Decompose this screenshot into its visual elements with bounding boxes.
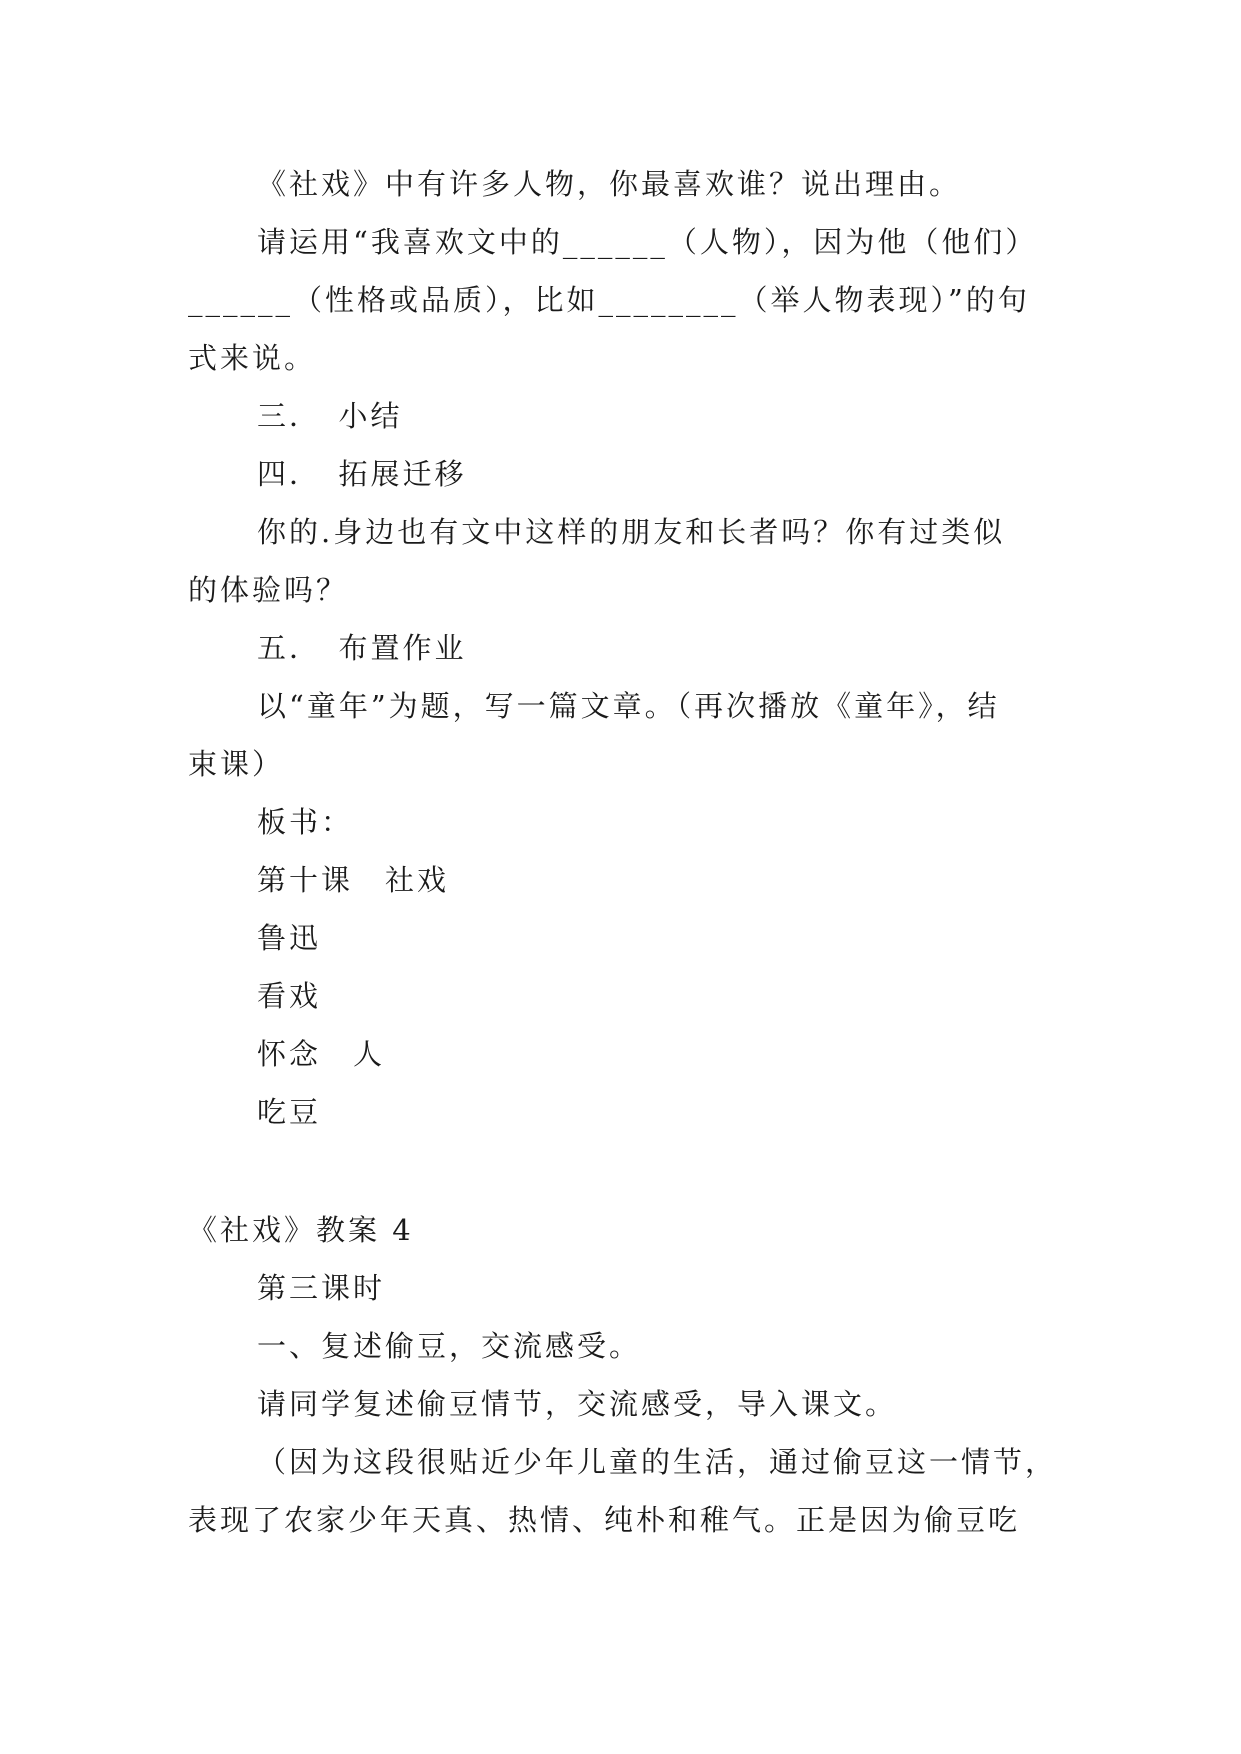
document-title: 《社戏》教案 4	[188, 1213, 414, 1247]
section-heading: 第三课时	[257, 1271, 386, 1305]
blackboard-line: 看戏	[257, 979, 322, 1013]
section-heading: 四． 拓展迁移	[257, 457, 467, 491]
text-line: ______（性格或品质），比如________（举人物表现）”的句	[188, 283, 1030, 317]
text-line: 的体验吗？	[188, 573, 349, 607]
text-line: （因为这段很贴近少年儿童的生活，通过偷豆这一情节，	[257, 1445, 1058, 1479]
section-heading: 一、复述偷豆，交流感受。	[257, 1329, 642, 1363]
text-line: 表现了农家少年天真、热情、纯朴和稚气。正是因为偷豆吃	[188, 1503, 1021, 1537]
section-heading: 三． 小结	[257, 399, 403, 433]
text-line: 束课）	[188, 747, 285, 781]
blackboard-line: 怀念 人	[257, 1037, 386, 1071]
text-line: 请运用“我喜欢文中的______（人物），因为他（他们）	[257, 225, 1038, 259]
text-line: 你的.身边也有文中这样的朋友和长者吗？你有过类似	[257, 515, 1006, 549]
blackboard-line: 吃豆	[257, 1095, 322, 1129]
text-line: 以“童年”为题，写一篇文章。（再次播放《童年》，结	[257, 689, 1000, 723]
text-line: 《社戏》中有许多人物，你最喜欢谁？说出理由。	[257, 167, 962, 201]
text-line: 式来说。	[188, 341, 317, 375]
blackboard-label: 板书：	[257, 805, 354, 839]
section-heading: 五． 布置作业	[257, 631, 467, 665]
blackboard-line: 鲁迅	[257, 921, 322, 955]
text-line: 请同学复述偷豆情节，交流感受，导入课文。	[257, 1387, 898, 1421]
blackboard-line: 第十课 社戏	[257, 863, 450, 897]
